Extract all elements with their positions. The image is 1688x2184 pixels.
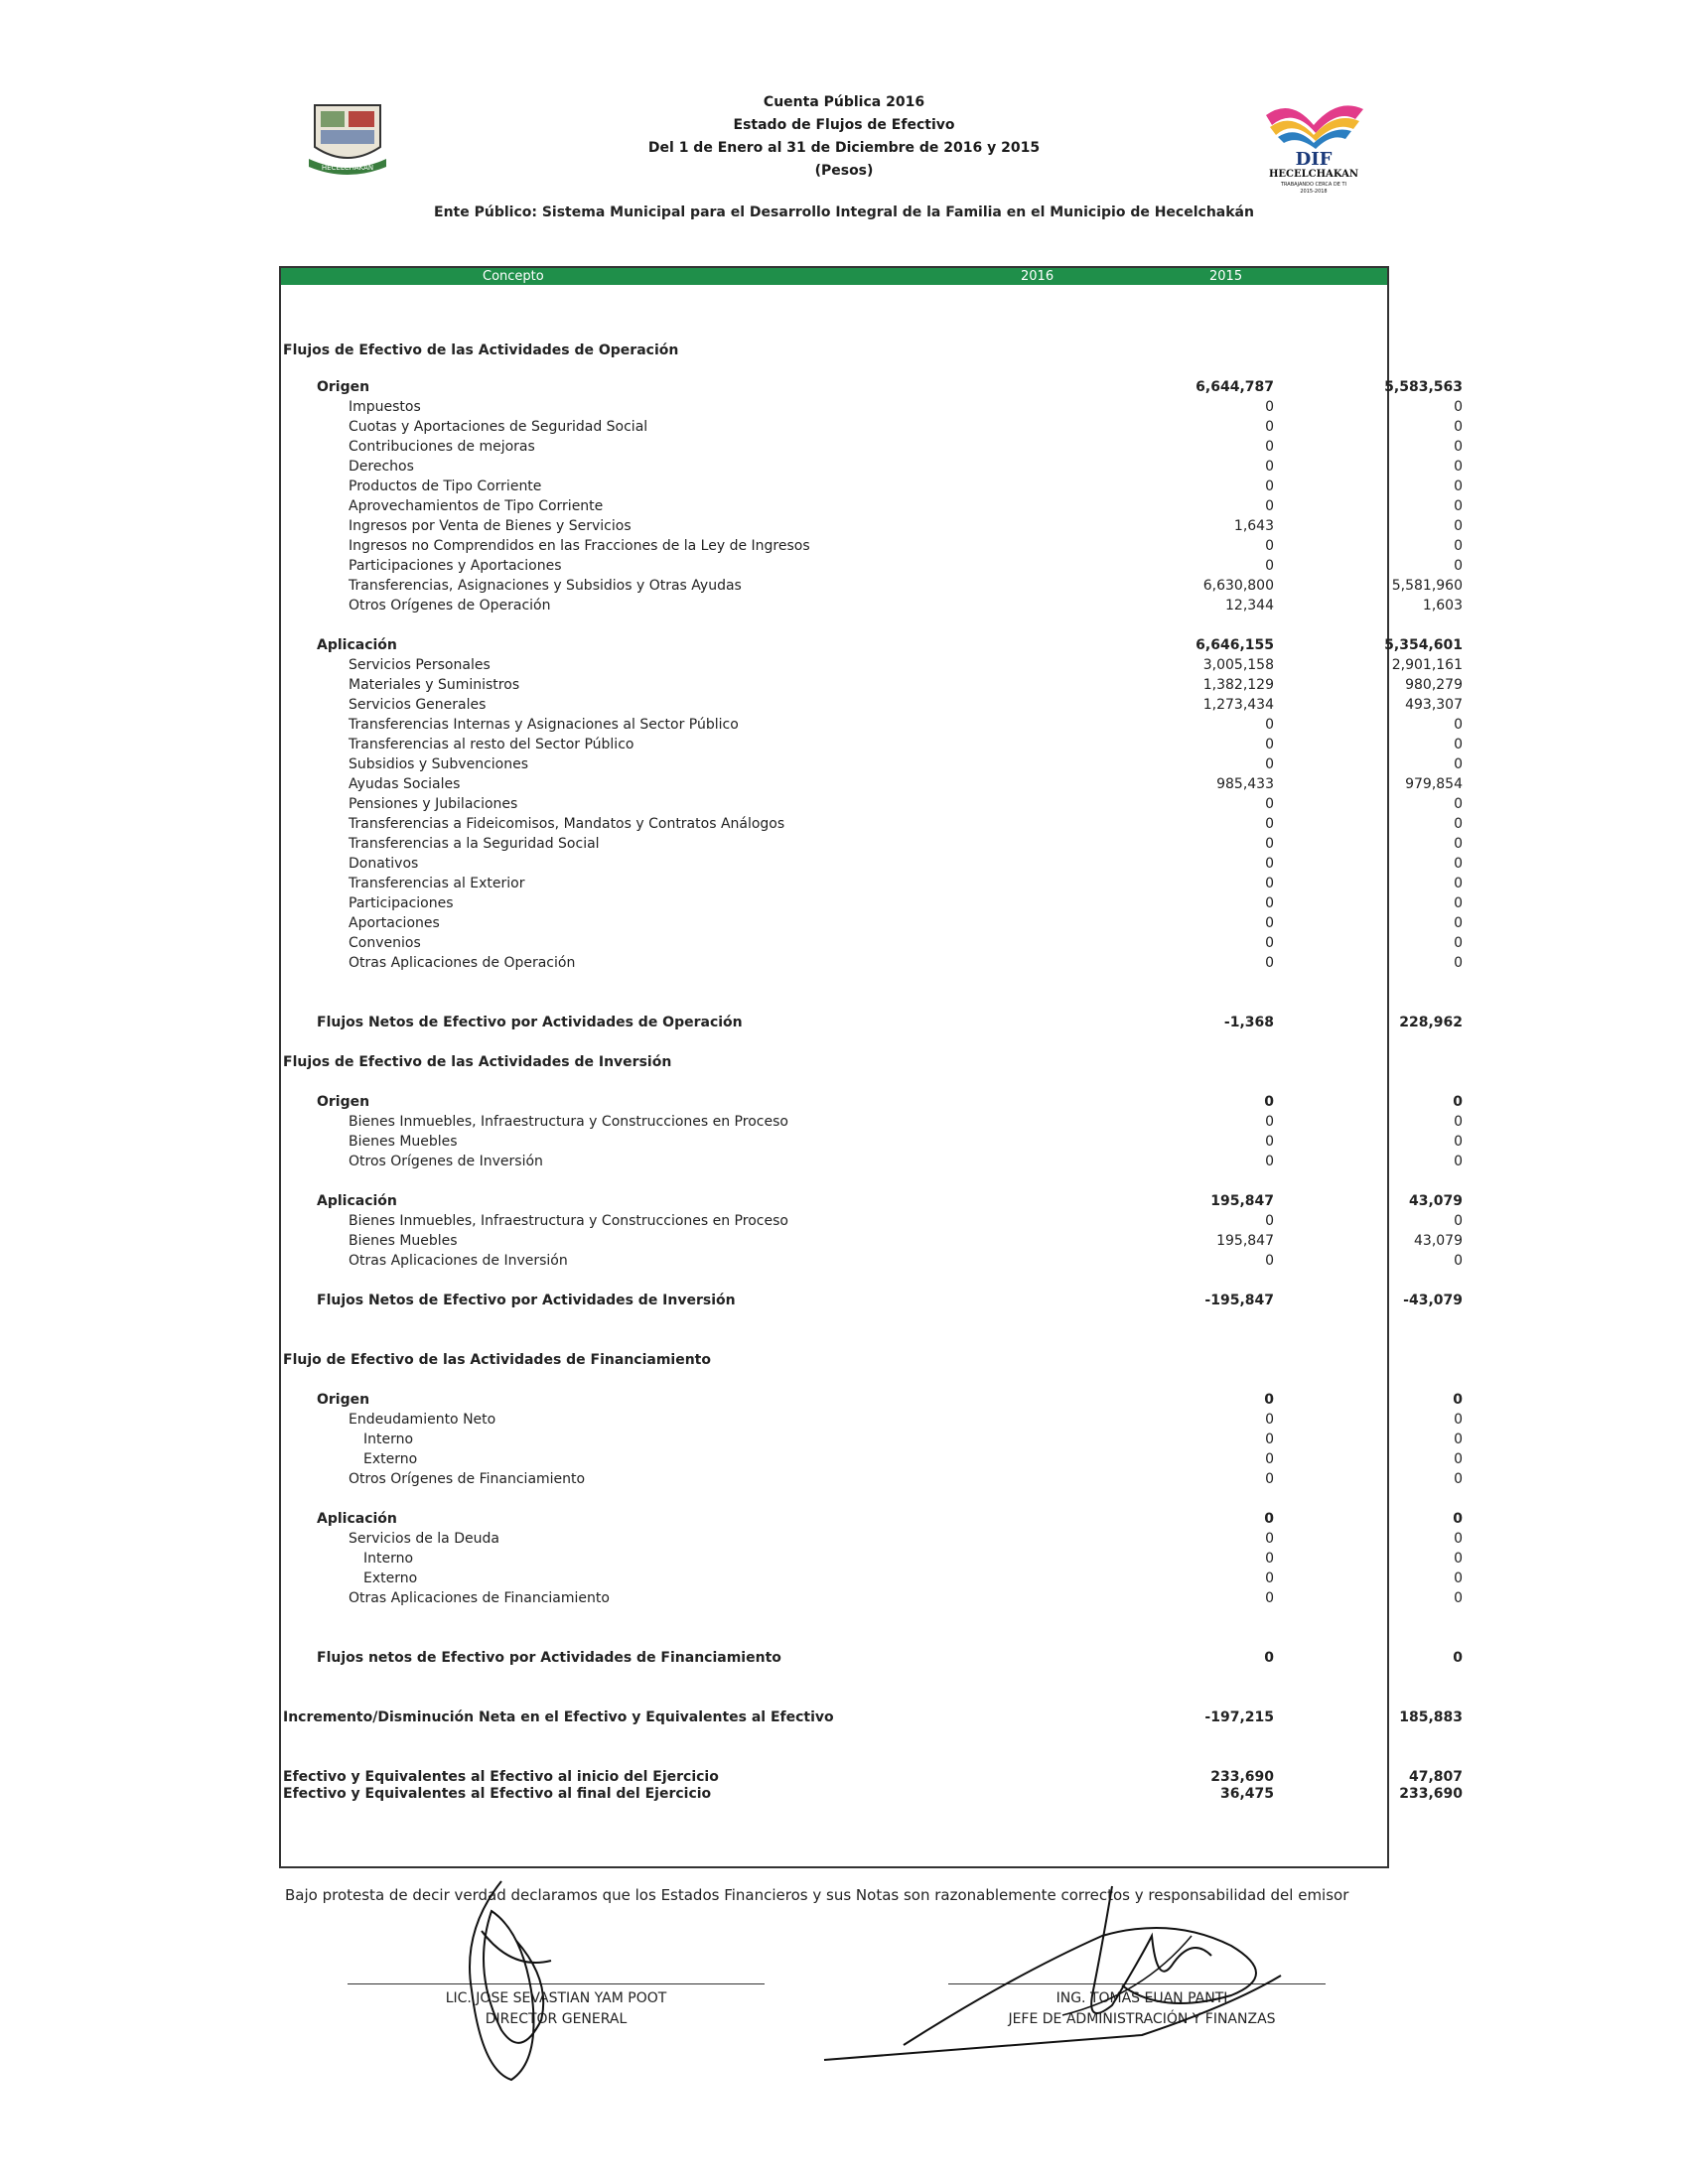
table-row — [281, 457, 1463, 477]
row-label: Donativos — [349, 856, 419, 872]
table-row — [281, 794, 1463, 814]
row-label: Ingresos por Venta de Bienes y Servicios — [349, 518, 632, 534]
table-row — [281, 675, 1463, 695]
table-row — [281, 1569, 1463, 1588]
table-row — [281, 1449, 1463, 1469]
value-2015: -43,079 — [1403, 1293, 1463, 1308]
row-label: Otros Orígenes de Financiamiento — [349, 1471, 586, 1487]
table-row — [281, 1469, 1463, 1489]
value-2015: 0 — [1454, 1432, 1463, 1447]
table-header — [281, 268, 1387, 285]
row-label: Otros Orígenes de Operación — [349, 598, 551, 614]
table-row — [281, 377, 1463, 397]
value-2015: 0 — [1454, 895, 1463, 911]
row-label: Origen — [317, 1392, 370, 1408]
row-label: Otros Orígenes de Inversión — [349, 1154, 543, 1169]
admin-name: ING. TOMAS EUAN PANTI — [1055, 1990, 1228, 2006]
value-2015: 0 — [1454, 1154, 1463, 1169]
table-row — [281, 893, 1463, 913]
table-row — [281, 556, 1463, 576]
table-row — [281, 417, 1463, 437]
row-label: Interno — [363, 1551, 414, 1567]
value-2015: 0 — [1454, 935, 1463, 951]
value-2016: 0 — [1265, 498, 1274, 514]
value-2015: 0 — [1454, 1213, 1463, 1229]
value-2015: 43,079 — [1414, 1233, 1463, 1249]
value-2015: 0 — [1453, 1511, 1463, 1527]
row-label: Impuestos — [349, 399, 421, 415]
value-2016: 0 — [1265, 1451, 1274, 1467]
row-label: Derechos — [349, 459, 414, 475]
value-2016: 0 — [1265, 856, 1274, 872]
table-row — [281, 341, 1373, 360]
value-2016: 1,643 — [1233, 518, 1274, 534]
seal-text: HECELCHAKAN — [321, 164, 374, 172]
table-row — [281, 397, 1463, 417]
value-2016: 0 — [1265, 895, 1274, 911]
value-2015: 980,279 — [1405, 677, 1463, 693]
row-label: Transferencias a la Seguridad Social — [349, 836, 600, 852]
table-row — [281, 834, 1463, 854]
currency-unit: (Pesos) — [814, 163, 874, 179]
table-row — [281, 1707, 1463, 1727]
value-2016: 0 — [1265, 558, 1274, 574]
row-label: Aplicación — [317, 637, 397, 653]
value-2016: 0 — [1265, 459, 1274, 475]
value-2016: 0 — [1264, 1392, 1274, 1408]
row-label: Incremento/Disminución Neta en el Efectivo y Equivalentes al Efectivo — [283, 1709, 834, 1725]
value-2015: 0 — [1454, 1570, 1463, 1586]
row-label: Subsidios y Subvenciones — [349, 756, 529, 772]
value-2015: 233,690 — [1399, 1786, 1463, 1802]
value-2016: 0 — [1265, 796, 1274, 812]
row-label: Efectivo y Equivalentes al Efectivo al inicio del Ejercicio — [283, 1769, 719, 1785]
value-2016: 0 — [1265, 538, 1274, 554]
table-row — [281, 1152, 1463, 1171]
value-2016: 0 — [1265, 1471, 1274, 1487]
value-2016: 3,005,158 — [1202, 657, 1274, 673]
period: Del 1 de Enero al 31 de Diciembre de 2016 y 2015 — [647, 140, 1041, 156]
value-2016: -197,215 — [1204, 1709, 1274, 1725]
row-label: Productos de Tipo Corriente — [349, 478, 542, 494]
value-2015: 0 — [1454, 717, 1463, 733]
value-2016: 0 — [1265, 1154, 1274, 1169]
table-row — [281, 1251, 1463, 1271]
table-row — [281, 596, 1463, 615]
table-row — [281, 1350, 1373, 1370]
table-row — [281, 735, 1463, 754]
row-label: Flujos de Efectivo de las Actividades de Inversión — [283, 1054, 672, 1070]
statement-name: Estado de Flujos de Efectivo — [733, 117, 955, 133]
value-2016: 0 — [1265, 439, 1274, 455]
director-name: LIC. JOSE SEVASTIAN YAM POOT — [445, 1990, 667, 2006]
row-label: Flujo de Efectivo de las Actividades de Financiamiento — [283, 1352, 711, 1368]
value-2015: 47,807 — [1408, 1769, 1463, 1785]
report-title: Cuenta Pública 2016 — [763, 94, 925, 110]
value-2016: 0 — [1265, 1551, 1274, 1567]
table-row — [281, 576, 1463, 596]
value-2015: 0 — [1454, 756, 1463, 772]
value-2015: 0 — [1454, 439, 1463, 455]
value-2015: 0 — [1454, 498, 1463, 514]
public-entity: Ente Público: Sistema Municipal para el Desarrollo Integral de la Familia en el Municipio de Hecelchakán — [434, 205, 1254, 220]
row-label: Bienes Muebles — [349, 1233, 458, 1249]
table-row — [281, 874, 1463, 893]
row-label: Otras Aplicaciones de Inversión — [349, 1253, 568, 1269]
table-row — [281, 1784, 1463, 1804]
dif-tagline: TRABAJANDO CERCA DE TI — [1280, 182, 1347, 188]
value-2016: 0 — [1265, 1432, 1274, 1447]
value-2016: 0 — [1265, 836, 1274, 852]
row-label: Servicios Personales — [349, 657, 491, 673]
value-2016: 0 — [1264, 1511, 1274, 1527]
value-2016: 0 — [1265, 419, 1274, 435]
table-row — [281, 1191, 1463, 1211]
value-2016: -195,847 — [1204, 1293, 1274, 1308]
row-label: Pensiones y Jubilaciones — [349, 796, 518, 812]
table-row — [281, 1112, 1463, 1132]
value-2016: 1,382,129 — [1202, 677, 1274, 693]
value-2015: 979,854 — [1405, 776, 1463, 792]
value-2015: 0 — [1453, 1094, 1463, 1110]
table-row — [281, 1291, 1463, 1310]
value-2016: 0 — [1265, 955, 1274, 971]
table-row — [281, 516, 1463, 536]
table-row — [281, 854, 1463, 874]
row-label: Otras Aplicaciones de Financiamiento — [349, 1590, 610, 1606]
row-label: Bienes Muebles — [349, 1134, 458, 1150]
row-label: Participaciones — [349, 895, 454, 911]
col-concept: Concepto — [483, 269, 544, 284]
value-2015: 2,901,161 — [1391, 657, 1463, 673]
row-label: Bienes Inmuebles, Infraestructura y Construcciones en Proceso — [349, 1213, 788, 1229]
row-label: Aplicación — [317, 1193, 397, 1209]
table-row — [281, 1092, 1463, 1112]
table-row — [281, 1549, 1463, 1569]
table-row — [281, 1430, 1463, 1449]
value-2015: 0 — [1454, 836, 1463, 852]
table-row — [281, 536, 1463, 556]
dif-name: HECELCHAKAN — [1268, 169, 1359, 180]
value-2016: 0 — [1265, 876, 1274, 891]
row-label: Contribuciones de mejoras — [349, 439, 535, 455]
dif-logo — [1256, 97, 1375, 197]
value-2016: 0 — [1265, 1253, 1274, 1269]
value-2016: 0 — [1265, 1531, 1274, 1547]
row-label: Participaciones y Aportaciones — [349, 558, 562, 574]
value-2015: 0 — [1454, 538, 1463, 554]
row-label: Flujos Netos de Efectivo por Actividades de Inversión — [317, 1293, 736, 1308]
table-row — [281, 1052, 1373, 1072]
value-2015: 5,354,601 — [1384, 637, 1463, 653]
value-2016: 0 — [1264, 1650, 1274, 1666]
table-row — [281, 635, 1463, 655]
value-2015: 0 — [1454, 518, 1463, 534]
row-label: Transferencias al Exterior — [349, 876, 525, 891]
table-row — [281, 1013, 1463, 1032]
row-label: Origen — [317, 379, 370, 395]
director-signature — [442, 1871, 571, 2090]
value-2016: 6,644,787 — [1196, 379, 1274, 395]
value-2015: 0 — [1454, 737, 1463, 752]
row-label: Aplicación — [317, 1511, 397, 1527]
admin-signature — [814, 1876, 1331, 2070]
row-label: Efectivo y Equivalentes al Efectivo al final del Ejercicio — [283, 1786, 712, 1802]
table-row — [281, 655, 1463, 675]
value-2016: 0 — [1265, 717, 1274, 733]
row-label: Ayudas Sociales — [349, 776, 461, 792]
value-2015: 185,883 — [1399, 1709, 1463, 1725]
value-2015: 0 — [1454, 1471, 1463, 1487]
declaration-text: Bajo protesta de decir verdad declaramos que los Estados Financieros y sus Notas son razonablemente correctos y responsabilidad del emisor — [285, 1886, 1349, 1904]
value-2016: 195,847 — [1216, 1233, 1274, 1249]
value-2015: 0 — [1454, 796, 1463, 812]
value-2016: 0 — [1265, 478, 1274, 494]
row-label: Transferencias, Asignaciones y Subsidios y Otras Ayudas — [349, 578, 742, 594]
value-2015: 0 — [1454, 955, 1463, 971]
table-row — [281, 814, 1463, 834]
row-label: Transferencias a Fideicomisos, Mandatos y Contratos Análogos — [349, 816, 785, 832]
value-2015: 0 — [1453, 1392, 1463, 1408]
table-row — [281, 1648, 1463, 1668]
value-2016: 0 — [1265, 1134, 1274, 1150]
value-2015: 1,603 — [1422, 598, 1463, 614]
value-2016: 0 — [1265, 1590, 1274, 1606]
value-2015: 0 — [1454, 1451, 1463, 1467]
value-2016: 195,847 — [1210, 1193, 1274, 1209]
row-label: Interno — [363, 1432, 414, 1447]
table-row — [281, 496, 1463, 516]
value-2015: 5,581,960 — [1391, 578, 1463, 594]
row-label: Aportaciones — [349, 915, 440, 931]
value-2015: 0 — [1454, 1590, 1463, 1606]
value-2015: 0 — [1454, 1531, 1463, 1547]
row-label: Cuotas y Aportaciones de Seguridad Social — [349, 419, 648, 435]
value-2016: 0 — [1265, 399, 1274, 415]
value-2015: 0 — [1454, 1134, 1463, 1150]
table-row — [281, 1509, 1463, 1529]
table-row — [281, 1211, 1463, 1231]
table-row — [281, 1231, 1463, 1251]
value-2016: 0 — [1265, 1213, 1274, 1229]
row-label: Flujos Netos de Efectivo por Actividades de Operación — [317, 1015, 743, 1030]
value-2016: 0 — [1265, 915, 1274, 931]
row-label: Transferencias Internas y Asignaciones al Sector Público — [349, 717, 739, 733]
table-row — [281, 933, 1463, 953]
row-label: Materiales y Suministros — [349, 677, 520, 693]
dif-brand: DIF — [1295, 149, 1333, 170]
value-2015: 0 — [1454, 816, 1463, 832]
value-2015: 0 — [1454, 419, 1463, 435]
table-row — [281, 1410, 1463, 1430]
table-row — [281, 913, 1463, 933]
value-2016: 985,433 — [1216, 776, 1274, 792]
row-label: Servicios de la Deuda — [349, 1531, 499, 1547]
value-2015: 0 — [1454, 915, 1463, 931]
value-2015: 0 — [1454, 399, 1463, 415]
row-label: Convenios — [349, 935, 421, 951]
value-2016: 0 — [1265, 1114, 1274, 1130]
row-label: Externo — [363, 1451, 418, 1467]
table-row — [281, 477, 1463, 496]
table-row — [281, 754, 1463, 774]
value-2015: 0 — [1454, 1253, 1463, 1269]
value-2016: 12,344 — [1225, 598, 1274, 614]
value-2015: 5,583,563 — [1384, 379, 1463, 395]
col-2016: 2016 — [1021, 269, 1055, 284]
table-row — [281, 1390, 1463, 1410]
row-label: Aprovechamientos de Tipo Corriente — [349, 498, 604, 514]
table-row — [281, 1529, 1463, 1549]
value-2016: 233,690 — [1210, 1769, 1274, 1785]
value-2016: 1,273,434 — [1202, 697, 1274, 713]
row-label: Endeudamiento Neto — [349, 1412, 496, 1428]
value-2015: 0 — [1453, 1650, 1463, 1666]
value-2016: 6,630,800 — [1202, 578, 1274, 594]
value-2016: -1,368 — [1223, 1015, 1274, 1030]
row-label: Servicios Generales — [349, 697, 487, 713]
table-row — [281, 1588, 1463, 1608]
row-label: Ingresos no Comprendidos en las Fracciones de la Ley de Ingresos — [349, 538, 810, 554]
admin-title: JEFE DE ADMINISTRACIÓN Y FINANZAS — [1008, 2011, 1276, 2027]
value-2016: 6,646,155 — [1196, 637, 1274, 653]
row-label: Externo — [363, 1570, 418, 1586]
table-row — [281, 715, 1463, 735]
value-2016: 0 — [1265, 1412, 1274, 1428]
value-2015: 0 — [1454, 1114, 1463, 1130]
table-row — [281, 695, 1463, 715]
value-2015: 0 — [1454, 1412, 1463, 1428]
value-2016: 36,475 — [1219, 1786, 1274, 1802]
table-row — [281, 774, 1463, 794]
value-2015: 228,962 — [1399, 1015, 1463, 1030]
table-row — [281, 1132, 1463, 1152]
table-row — [281, 437, 1463, 457]
value-2016: 0 — [1265, 935, 1274, 951]
value-2016: 0 — [1265, 816, 1274, 832]
municipal-seal-logo — [303, 99, 392, 181]
row-label: Otras Aplicaciones de Operación — [349, 955, 576, 971]
row-label: Origen — [317, 1094, 370, 1110]
row-label: Transferencias al resto del Sector Público — [349, 737, 634, 752]
value-2016: 0 — [1265, 756, 1274, 772]
value-2015: 43,079 — [1408, 1193, 1463, 1209]
value-2015: 0 — [1454, 459, 1463, 475]
value-2015: 0 — [1454, 478, 1463, 494]
value-2015: 0 — [1454, 1551, 1463, 1567]
value-2016: 0 — [1265, 737, 1274, 752]
value-2015: 493,307 — [1405, 697, 1463, 713]
value-2016: 0 — [1264, 1094, 1274, 1110]
value-2015: 0 — [1454, 876, 1463, 891]
director-title: DIRECTOR GENERAL — [485, 2011, 628, 2027]
row-label: Flujos netos de Efectivo por Actividades de Financiamiento — [317, 1650, 781, 1666]
value-2016: 0 — [1265, 1570, 1274, 1586]
value-2015: 0 — [1454, 856, 1463, 872]
row-label: Flujos de Efectivo de las Actividades de Operación — [283, 342, 679, 358]
dif-years: 2015-2018 — [1300, 189, 1328, 195]
table-row — [281, 953, 1463, 973]
col-2015: 2015 — [1209, 269, 1243, 284]
value-2015: 0 — [1454, 558, 1463, 574]
row-label: Bienes Inmuebles, Infraestructura y Construcciones en Proceso — [349, 1114, 788, 1130]
